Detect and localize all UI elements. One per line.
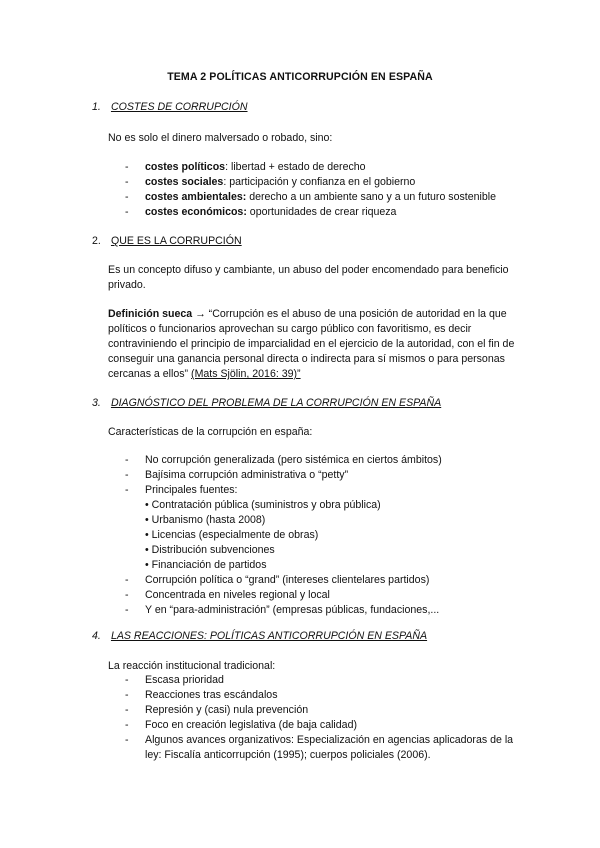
section-title: DIAGNÓSTICO DEL PROBLEMA DE LA CORRUPCIÓN EN ESPAÑA	[110, 397, 442, 409]
section-number: 4.	[92, 630, 101, 642]
list-item: - Concentrada en niveles regional y local	[108, 588, 528, 603]
section-4-heading	[92, 629, 427, 644]
source-item: • Licencias (especialmente de obras)	[145, 529, 319, 541]
source-item: • Distribución subvenciones	[145, 544, 275, 556]
section-1-list	[108, 160, 528, 220]
list-item: - Reacciones tras escándalos	[108, 688, 528, 703]
section-4-intro: La reacción institucional tradicional:	[108, 660, 276, 672]
section-3-intro: Características de la corrupción en españa:	[108, 426, 313, 438]
definition-label: Definición sueca	[108, 308, 193, 320]
list-item: - costes ambientales: derecho a un ambiente sano y a un futuro sostenible	[108, 190, 528, 205]
document-title: TEMA 2 POLÍTICAS ANTICORRUPCIÓN EN ESPAÑA	[167, 71, 433, 83]
definition-arrow: →	[192, 308, 209, 320]
section-title: COSTES DE CORRUPCIÓN	[110, 101, 248, 113]
list-item: - Corrupción política o “grand” (intereses clientelares partidos)	[108, 573, 528, 588]
section-4-list	[108, 673, 528, 763]
list-item: - Algunos avances organizativos: Especialización en agencias aplicadoras de la ley: Fiscalía anticorrupción (1995); cuerpos policiales (2006).	[108, 733, 528, 763]
section-1-intro: No es solo el dinero malversado o robado, sino:	[108, 132, 333, 144]
section-2-definition	[108, 307, 530, 382]
source-item: • Financiación de partidos	[145, 559, 267, 571]
list-item: - Represión y (casi) nula prevención	[108, 703, 528, 718]
list-item: - Foco en creación legislativa (de baja calidad)	[108, 718, 528, 733]
section-2-heading	[92, 234, 242, 249]
section-number: 2.	[92, 235, 101, 247]
list-item: - costes políticos: libertad + estado de derecho	[108, 160, 528, 175]
source-item: • Contratación pública (suministros y obra pública)	[145, 499, 381, 511]
section-2-intro: Es un concepto difuso y cambiante, un abuso del poder encomendado para beneficio privado.	[108, 264, 509, 291]
source-item: • Urbanismo (hasta 2008)	[145, 514, 266, 526]
section-number: 1.	[92, 101, 101, 113]
list-item: - Principales fuentes:	[108, 483, 528, 498]
list-item: - Escasa prioridad	[108, 673, 528, 688]
list-item: - No corrupción generalizada (pero sistémica en ciertos ámbitos)	[108, 453, 528, 468]
list-item: - costes económicos: oportunidades de crear riqueza	[108, 205, 528, 220]
list-item: - Y en “para-administración” (empresas públicas, fundaciones,...	[108, 603, 528, 618]
section-title: QUE ES LA CORRUPCIÓN	[110, 235, 242, 247]
list-item: - costes sociales: participación y confianza en el gobierno	[108, 175, 528, 190]
definition-citation: (Mats Sjölin, 2016: 39)”	[191, 368, 301, 380]
definition-text: “Corrupción es el abuso de una posición de autoridad en la que políticos o funcionarios aprovechan su cargo público con favoritismo, es decir contraviniendo el principio de imparcialidad en el ejercicio de la autoridad, con el fin de conseguir una ganancia personal directa o indirecta para sí mismos o para personas cercanas a ellos”	[108, 308, 515, 380]
section-number: 3.	[92, 397, 101, 409]
section-title: LAS REACCIONES: POLÍTICAS ANTICORRUPCIÓN EN ESPAÑA	[110, 630, 428, 642]
section-3-list	[108, 453, 528, 618]
section-1-heading	[92, 100, 248, 115]
list-item: - Bajísima corrupción administrativa o “petty”	[108, 468, 528, 483]
section-3-heading	[92, 396, 441, 411]
